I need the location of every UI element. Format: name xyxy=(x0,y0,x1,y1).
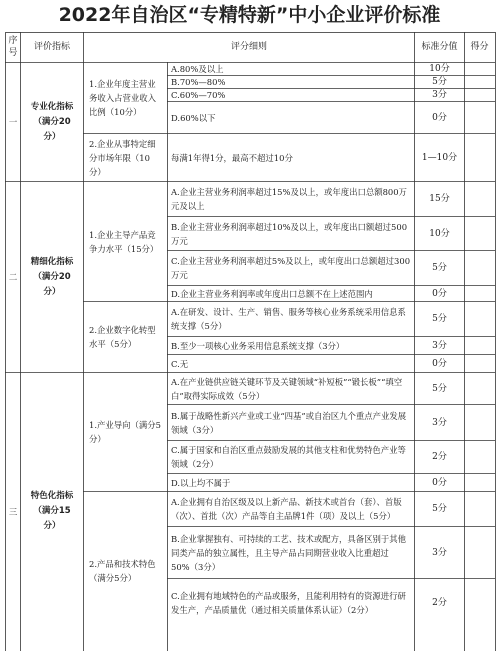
sub-label: 2.产品和技术特色（满分5分） xyxy=(89,559,156,583)
section-category: 精细化指标（满分20分） xyxy=(30,256,74,297)
standard-score: 3分 xyxy=(432,340,447,351)
rule-row: B.至少一项核心业务采用信息系统支撑（3分） xyxy=(171,340,345,351)
header-indicator: 评价指标 xyxy=(33,42,70,52)
standard-score: 3分 xyxy=(432,547,447,558)
rule-row: B.70%—80% xyxy=(171,77,226,87)
rule-row: C.属于国家和自治区重点鼓励发展的其他支柱和优势特色产业等领域（2分） xyxy=(171,445,406,469)
standard-score: 5分 xyxy=(432,314,447,324)
sub-label: 1.企业年度主营业务收入占营业收入比例（10分） xyxy=(89,79,156,117)
standard-score: 3分 xyxy=(432,90,447,100)
standard-score: 5分 xyxy=(432,263,447,273)
rule-row: A.在产业链供应链关键环节及关键领域“补短板”“锻长板”“填空白”取得实际成效（5分） xyxy=(171,376,403,401)
header-score: 得分 xyxy=(470,42,489,52)
standard-score: 15分 xyxy=(429,194,450,204)
rule-row: A.企业拥有自治区级及以上新产品、新技术或首台（套）、首版（次）、首批（次）产品等自主品牌1件（项）及以上（5分） xyxy=(171,497,402,521)
standard-score: 1—10分 xyxy=(421,152,458,163)
rule-row: A.80%及以上 xyxy=(171,64,224,74)
standard-score: 0分 xyxy=(432,112,447,123)
sub-label: 1.企业主导产品竞争力水平（15分） xyxy=(89,229,159,254)
standard-score: 0分 xyxy=(432,477,447,488)
section-seq: 三 xyxy=(8,506,18,517)
section-seq: 二 xyxy=(8,272,18,282)
standard-score: 10分 xyxy=(429,228,450,239)
rule-row: 每满1年得1分，最高不超过10分 xyxy=(171,152,293,163)
rule-row: B.企业掌握独有、可持续的工艺、技术或配方，具备区别于其他同类产品的独立属性，且主导产品占同期营业收入比重超过50%（3分） xyxy=(171,533,406,572)
sub-label: 1.产业导向（满分5分） xyxy=(89,420,161,444)
standard-score: 2分 xyxy=(432,452,447,462)
page-title: 2022年自治区“专精特新”中小企业评价标准 xyxy=(58,4,441,26)
standard-score: 5分 xyxy=(432,77,447,87)
standard-score: 5分 xyxy=(432,383,447,394)
rule-row: B.属于战略性新兴产业或工业“四基”或自治区九个重点产业发展领域（3分） xyxy=(171,410,407,435)
rule-row: C.60%—70% xyxy=(171,90,226,100)
header-seq: 序号 xyxy=(8,36,18,58)
standard-score: 0分 xyxy=(432,288,447,299)
standard-score: 10分 xyxy=(429,64,450,74)
rule-row: B.企业主营业务利润率超过10%及以上，或年度出口额超过500万元 xyxy=(171,221,408,246)
standard-score: 5分 xyxy=(432,504,447,514)
section-seq: 一 xyxy=(8,117,18,127)
rule-row: D.60%以下 xyxy=(171,112,216,123)
header-standard: 标准分值 xyxy=(421,42,458,52)
rule-row: A.在研发、设计、生产、销售、服务等核心业务系统采用信息系统支撑（5分） xyxy=(171,307,406,331)
header-rules: 评分细则 xyxy=(230,42,267,52)
section-category: 特色化指标（满分15分） xyxy=(30,491,74,531)
standard-score: 2分 xyxy=(432,598,447,608)
standard-score: 0分 xyxy=(432,358,447,369)
rule-row: A.企业主营业务利润率超过15%及以上，或年度出口总额800万元及以上 xyxy=(171,187,407,211)
sub-label: 2.企业数字化转型水平（5分） xyxy=(89,325,156,349)
rule-row: C.企业拥有地域特色的产品或服务，且能利用特有的资源进行研发生产，产品质量优（通过相关质量体系认证）（2分） xyxy=(171,591,406,615)
rule-row: C.无 xyxy=(171,358,189,369)
sub-label: 2.企业从事特定细分市场年限（10分） xyxy=(89,138,156,177)
section-category: 专业化指标（满分20分） xyxy=(30,101,74,142)
rule-row: C.企业主营业务利润率超过5%及以上，或年度出口总额超过300万元 xyxy=(171,256,411,280)
rule-row: D.企业主营业务利润率或年度出口总额不在上述范围内 xyxy=(171,288,373,299)
rule-row: D.以上均不属于 xyxy=(171,477,231,488)
standard-score: 3分 xyxy=(432,417,447,428)
